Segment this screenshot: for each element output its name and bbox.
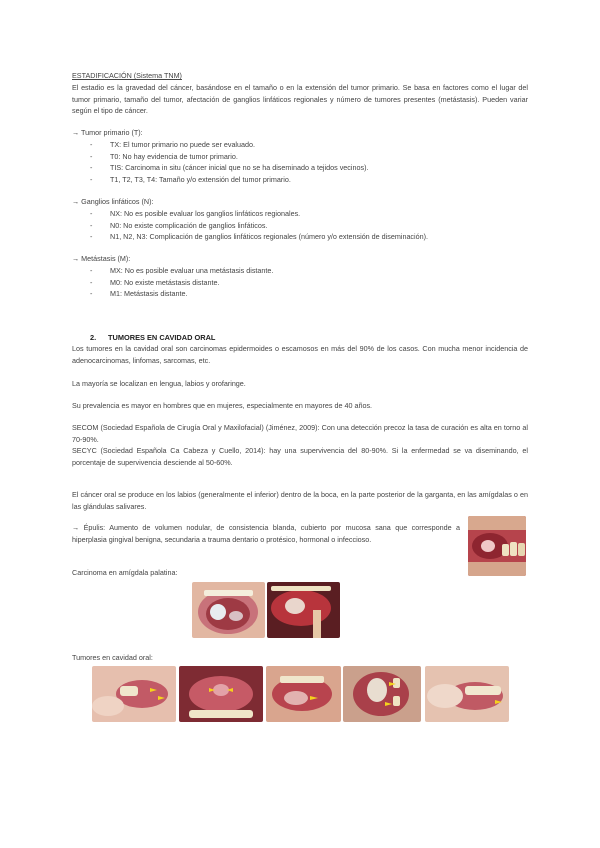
oral-paragraph-2: La mayoría se localizan en lengua, labios y orofaringe. <box>72 379 246 388</box>
list-item: - T1, T2, T3, T4: Tamaño y/o extensión del tumor primario. <box>90 174 368 186</box>
group-title-n: → Ganglios linfáticos (N): <box>72 197 154 206</box>
list-item: - M0: No existe metástasis distante. <box>90 277 273 289</box>
list-item: - M1: Metástasis distante. <box>90 288 273 300</box>
section-number: 2. <box>90 333 97 342</box>
list-item: - MX: No es posible evaluar una metástasis distante. <box>90 265 273 277</box>
oral-paragraph-5: SECYC (Sociedad Española Ca Cabeza y Cuello, 2014): hay una supervivencia del 80-90%. Si la enfermedad se va diseminando, el porcentaje de supervivencia desciende al 50-60%. <box>72 446 528 467</box>
list-item: - NX: No es posible evaluar los ganglios linfáticos regionales. <box>90 208 428 220</box>
list-item: - N1, N2, N3: Complicación de ganglios linfáticos regionales (número y/o extensión de diseminación). <box>90 231 428 243</box>
oral-paragraph-4: SECOM (Sociedad Española de Cirugía Oral y Maxilofacial) (Jiménez, 2009): Con una detección precoz la tasa de curación es alta en torno al 70-90%. <box>72 423 528 444</box>
list-item: - TX: El tumor primario no puede ser evaluado. <box>90 139 368 151</box>
epulis-paragraph: → Épulis: Aumento de volumen nodular, de consistencia blanda, cubierto por mucosa sana que corresponde a hiperplasia gingival benigna, secundaria a trauma dentario o protésico, hormonal o infeccioso. <box>72 523 460 544</box>
section-title-text: TUMORES EN CAVIDAD ORAL <box>108 333 216 342</box>
oral-paragraph-3: Su prevalencia es mayor en hombres que en mujeres, especialmente en mayores de 40 años. <box>72 401 373 410</box>
group-title-m: → Metástasis (M): <box>72 254 131 263</box>
group-list-t <box>90 139 368 185</box>
tonsil-photo-1 <box>192 582 265 638</box>
oral-tumor-photo-2 <box>179 666 263 722</box>
staging-heading: ESTADIFICACIÓN (Sistema TNM) <box>72 71 182 80</box>
group-title-t: → Tumor primario (T): <box>72 128 143 137</box>
caption-amigdala: Carcinoma en amígdala palatina: <box>72 568 178 577</box>
tonsil-photo-2 <box>267 582 340 638</box>
staging-intro: El estadio es la gravedad del cáncer, basándose en el tamaño o en la extensión del tumor primario. Se basa en factores como el lugar del tumor primario, tamaño del tumor, afectación de ganglios linfáticos regionales y número de tumores presentes (metástasis). Pueden variar según el tipo de cáncer. <box>72 83 528 115</box>
oral-tumor-photo-3 <box>266 666 341 722</box>
group-list-m <box>90 265 273 300</box>
oral-paragraph-6: El cáncer oral se produce en los labios (generalmente el inferior) dentro de la boca, en la parte posterior de la garganta, en las amígdalas o en las glándulas salivares. <box>72 490 528 511</box>
list-item: - TIS: Carcinoma in situ (cáncer inicial que no se ha diseminado a tejidos vecinos). <box>90 162 368 174</box>
oral-paragraph-1: Los tumores en la cavidad oral son carcinomas epidermoides o escamosos en más del 90% de los casos. Con mucha menor incidencia de adenocarcinomas, linfomas, sarcomas, etc. <box>72 344 528 365</box>
oral-tumor-photo-4 <box>343 666 421 722</box>
section-title <box>90 333 215 342</box>
list-item: - N0: No existe complicación de ganglios linfáticos. <box>90 220 428 232</box>
epulis-photo <box>468 516 526 576</box>
list-item: - T0: No hay evidencia de tumor primario. <box>90 151 368 163</box>
oral-tumor-photo-5 <box>425 666 509 722</box>
caption-tumores: Tumores en cavidad oral: <box>72 653 153 662</box>
group-list-n <box>90 208 428 243</box>
oral-tumor-photo-1 <box>92 666 176 722</box>
